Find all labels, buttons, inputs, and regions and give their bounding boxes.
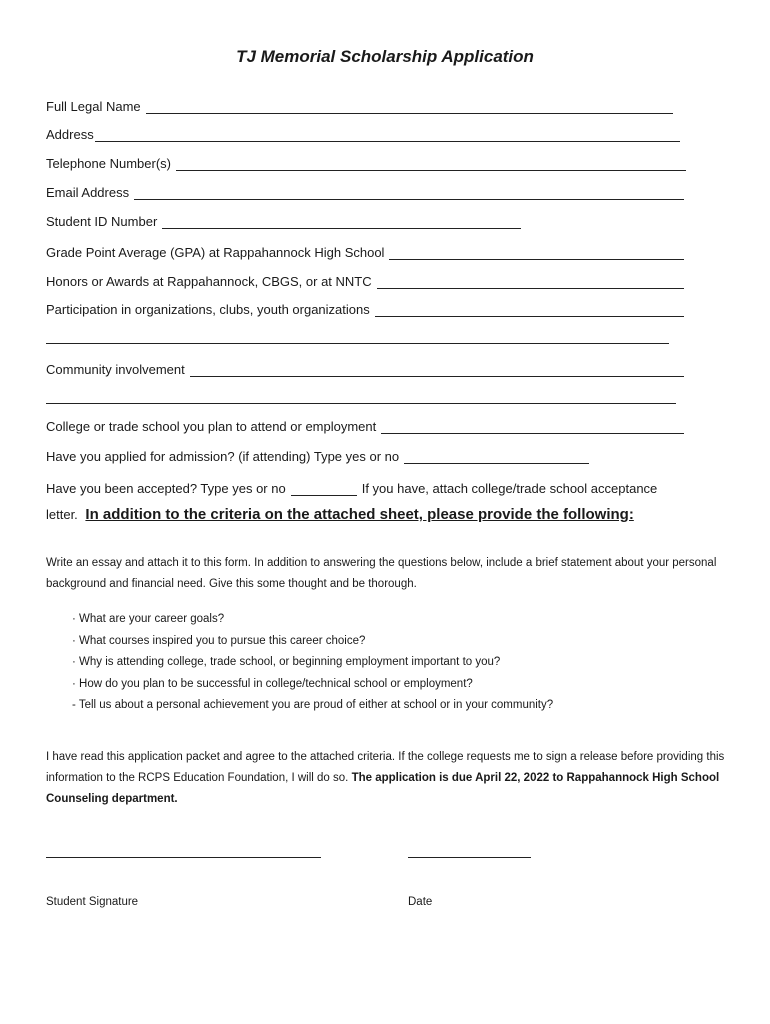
college-field[interactable]: [46, 414, 684, 434]
date-label: Date: [408, 896, 433, 908]
telephone-label: Telephone Number(s): [46, 156, 172, 171]
question-item: · What are your career goals?: [72, 613, 225, 625]
question-item: - Tell us about a personal achievement you are proud of either at school or in your community?: [72, 699, 554, 711]
question-item: · How do you plan to be successful in college/technical school or employment?: [72, 677, 473, 690]
applied-label: Have you applied for admission? (if attending) Type yes or no: [46, 449, 400, 464]
college-label: College or trade school you plan to attend or employment: [46, 419, 377, 434]
accepted-suffix: If you have, attach college/trade school acceptance: [361, 481, 658, 496]
signature-line[interactable]: [46, 857, 321, 858]
college-input-line[interactable]: [381, 418, 684, 434]
email-field[interactable]: [46, 180, 684, 200]
address-label: Address: [46, 127, 94, 142]
criteria-line: [46, 506, 634, 523]
due-date-text: The application is due April 22, 2022 to Rappahannock High School Counseling department.: [46, 772, 720, 805]
question-item: · What courses inspired you to pursue this career choice?: [72, 634, 366, 647]
accepted-field[interactable]: [46, 476, 657, 496]
honors-input-line[interactable]: [377, 273, 684, 289]
participation-field[interactable]: [46, 297, 684, 317]
telephone-input-line[interactable]: [176, 155, 686, 171]
full-name-input-line[interactable]: [146, 98, 673, 114]
community-input-line[interactable]: [190, 361, 684, 377]
participation-label: Participation in organizations, clubs, youth organizations: [46, 302, 370, 317]
applied-input-line[interactable]: [404, 448, 589, 464]
student-id-field[interactable]: [46, 209, 521, 229]
essay-instructions: Write an essay and attach it to this form. In addition to answering the questions below, include a brief statement about your personal background and financial need. Give this some thought and be thorough.: [46, 557, 717, 590]
form-title: TJ Memorial Scholarship Application: [236, 47, 534, 66]
participation-continuation-line[interactable]: [46, 343, 669, 344]
full-name-field[interactable]: [46, 94, 673, 114]
gpa-field[interactable]: [46, 240, 684, 260]
community-continuation-line[interactable]: [46, 403, 676, 404]
accepted-input-line[interactable]: [291, 480, 357, 496]
full-name-label: Full Legal Name: [46, 99, 141, 114]
accepted-label: Have you been accepted? Type yes or no: [46, 481, 286, 496]
letter-word: letter.: [46, 507, 78, 522]
community-field[interactable]: [46, 357, 684, 377]
honors-field[interactable]: [46, 269, 684, 289]
telephone-field[interactable]: [46, 151, 686, 171]
address-input-line[interactable]: [95, 126, 680, 142]
student-id-input-line[interactable]: [162, 213, 521, 229]
gpa-input-line[interactable]: [389, 244, 684, 260]
agreement-text: I have read this application packet and agree to the attached criteria. If the college requests me to sign a release before providing this information to the RCPS Education Foundation, I will do so.: [46, 751, 725, 784]
signature-label: Student Signature: [46, 896, 139, 908]
criteria-heading: In addition to the criteria on the attached sheet, please provide the following:: [85, 506, 634, 523]
essay-questions: [72, 609, 553, 717]
date-line[interactable]: [408, 857, 531, 858]
agreement-paragraph: [46, 747, 726, 810]
honors-label: Honors or Awards at Rappahannock, CBGS, or at NNTC: [46, 274, 372, 289]
address-field[interactable]: [46, 122, 680, 142]
email-label: Email Address: [46, 185, 130, 200]
email-input-line[interactable]: [134, 184, 684, 200]
participation-input-line[interactable]: [375, 301, 684, 317]
applied-field[interactable]: [46, 444, 589, 464]
question-item: · Why is attending college, trade school, or beginning employment important to you?: [72, 656, 501, 668]
student-id-label: Student ID Number: [46, 214, 158, 229]
community-label: Community involvement: [46, 362, 185, 377]
gpa-label: Grade Point Average (GPA) at Rappahannock High School: [46, 245, 385, 260]
